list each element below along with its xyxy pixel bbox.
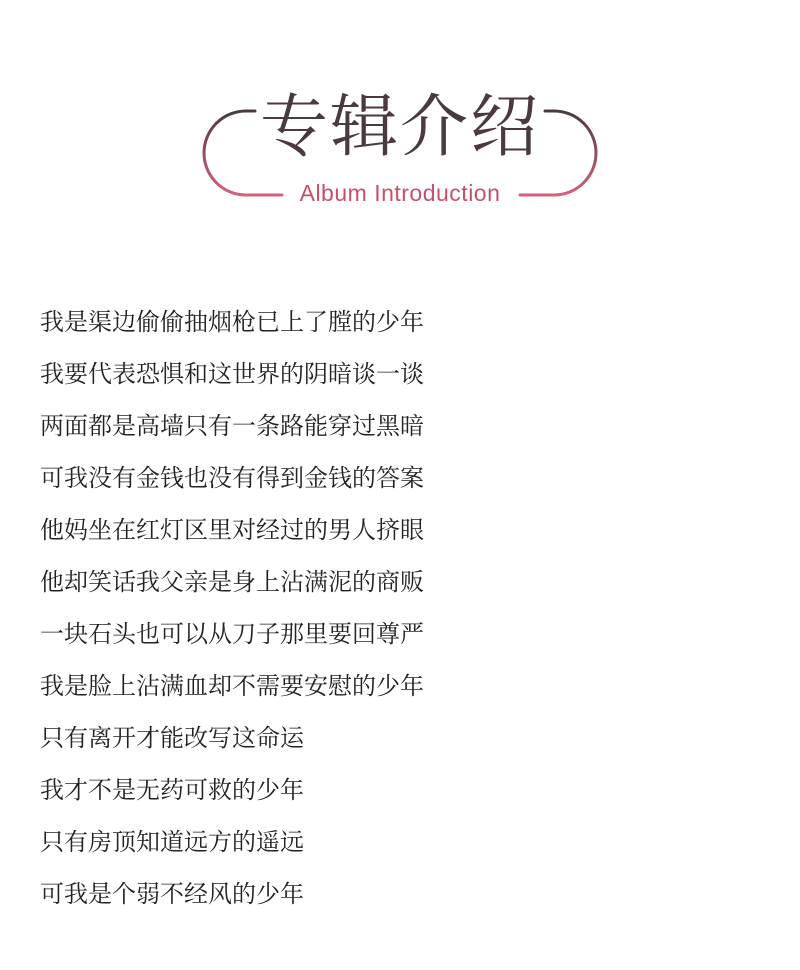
lyrics-list: [40, 296, 424, 920]
lyric-line: 我是渠边偷偷抽烟枪已上了膛的少年: [40, 308, 424, 336]
page-title: 专辑介绍: [259, 88, 540, 167]
lyric-line: 我才不是无药可救的少年: [40, 776, 304, 804]
lyric-line: 两面都是高墙只有一条路能穿过黑暗: [40, 412, 424, 440]
section-header: [0, 0, 800, 230]
lyric-line: 我是脸上沾满血却不需要安慰的少年: [40, 672, 424, 700]
page-subtitle: Album Introduction: [299, 180, 501, 206]
lyric-line: 可我没有金钱也没有得到金钱的答案: [40, 464, 424, 492]
lyric-line: 我要代表恐惧和这世界的阴暗谈一谈: [40, 360, 424, 388]
lyric-line: 只有房顶知道远方的遥远: [40, 828, 304, 856]
lyric-line: 一块石头也可以从刀子那里要回尊严: [40, 620, 424, 648]
lyric-line: 他却笑话我父亲是身上沾满泥的商贩: [40, 568, 424, 596]
lyric-line: 他妈坐在红灯区里对经过的男人挤眼: [40, 516, 424, 544]
lyric-line: 可我是个弱不经风的少年: [40, 880, 304, 908]
lyric-line: 只有离开才能改写这命运: [40, 724, 304, 752]
